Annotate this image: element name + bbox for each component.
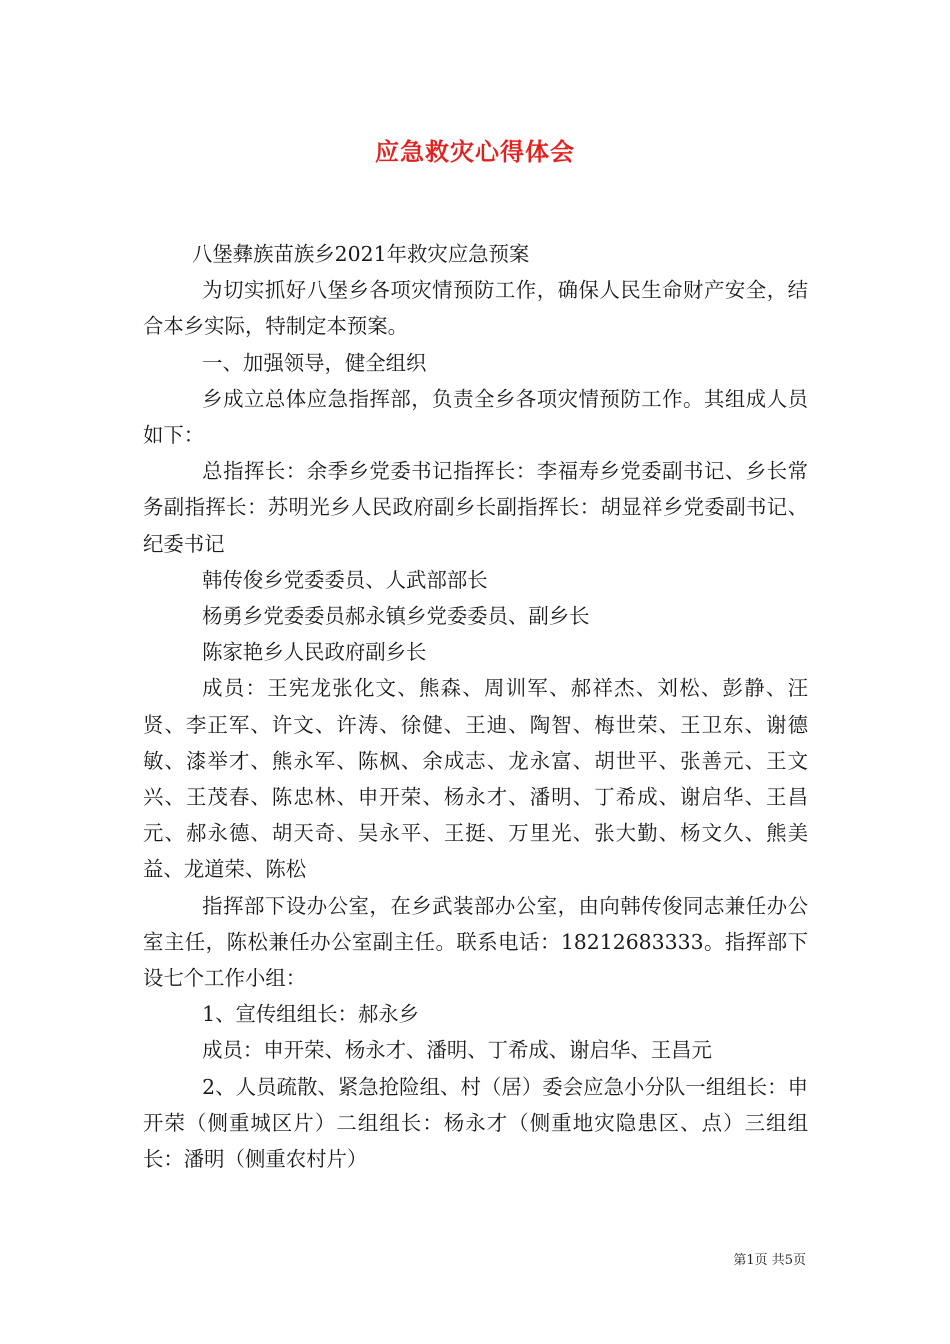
paragraph-command-setup: 乡成立总体应急指挥部，负责全乡各项灾情预防工作。其组成人员如下： [143,386,808,448]
paragraph-group-1: 1、宣传组组长：郝永乡 [202,1002,420,1027]
paragraph-member-yang: 杨勇乡党委委员郝永镇乡党委委员、副乡长 [202,604,590,629]
page-number: 第1页 共5页 [733,1253,806,1268]
section-heading-1: 一、加强领导，健全组织 [202,350,427,375]
paragraph-commanders: 总指挥长：余季乡党委书记指挥长：李福寿乡党委副书记、乡长常务副指挥长：苏明光乡人民政府副乡长副指挥长：胡显祥乡党委副书记、纪委书记 [143,459,808,556]
paragraph-group-2: 2、人员疏散、紧急抢险组、村（居）委会应急小分队一组组长：申开荣（侧重城区片）二组组长：杨永才（侧重地灾隐患区、点）三组组长：潘明（侧重农村片） [143,1074,808,1172]
paragraph-member-chen: 陈家艳乡人民政府副乡长 [202,640,427,665]
document-body [143,236,808,1177]
paragraph-members-list: 成员：王宪龙张化文、熊森、周训军、郝祥杰、刘松、彭静、汪贤、李正军、许文、许涛、徐健、王迪、陶智、梅世荣、王卫东、谢德敏、漆举才、熊永军、陈枫、余成志、龙永富、胡世平、张善元、王文兴、王茂春、陈忠林、申开荣、杨永才、潘明、丁希成、谢启华、王昌元、郝永德、胡天奇、吴永平、王挺、万里光、张大勤、杨文久、熊美益、龙道荣、陈松 [143,676,808,882]
paragraph-group-1-members: 成员：申开荣、杨永才、潘明、丁希成、谢启华、王昌元 [202,1038,712,1063]
paragraph-intro: 为切实抓好八堡乡各项灾情预防工作，确保人民生命财产安全，结合本乡实际，特制定本预案。 [143,278,808,339]
document-title: 应急救灾心得体会 [375,137,575,166]
paragraph-office: 指挥部下设办公室，在乡武装部办公室，由向韩传俊同志兼任办公室主任，陈松兼任办公室副主任。联系电话：18212683333。指挥部下设七个工作小组： [143,893,808,991]
document-subtitle: 八堡彝族苗族乡2021年救灾应急预案 [191,242,530,266]
paragraph-member-han: 韩传俊乡党委委员、人武部部长 [202,567,488,592]
